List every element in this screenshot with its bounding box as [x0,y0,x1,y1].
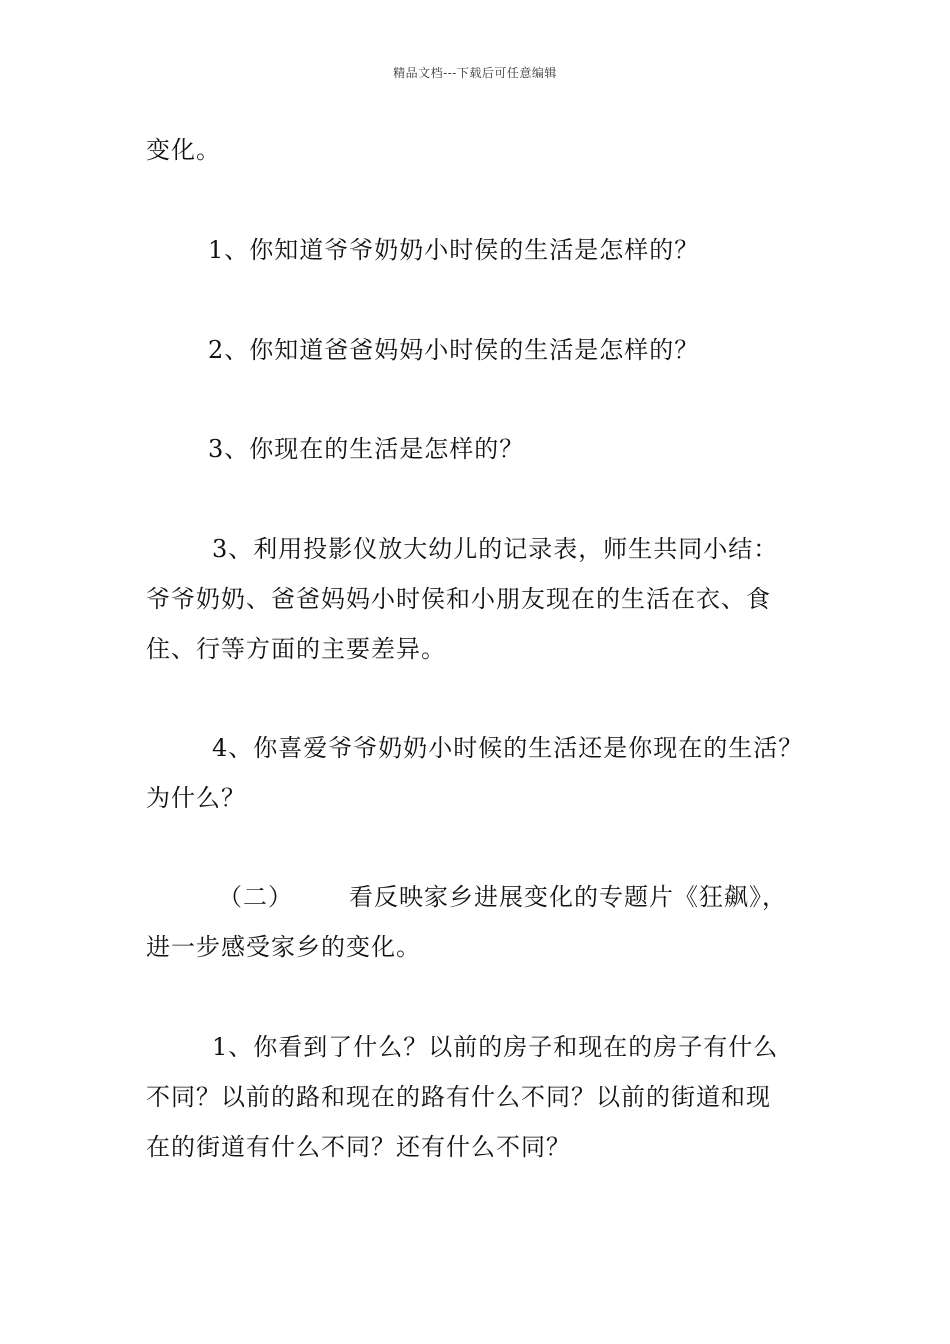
text-line: 爷爷奶奶、爸爸妈妈小时侯和小朋友现在的生活在衣、食 [146,585,771,613]
question-4 [146,723,814,823]
section-label: （二） [218,883,293,911]
summary-paragraph [146,524,814,674]
question-2 [146,325,814,375]
question-1 [146,225,814,275]
text-line: 变化。 [146,136,221,164]
page-header: 精品文档---下载后可任意编辑 [393,66,557,80]
question-3 [146,424,814,474]
text-line: 住、行等方面的主要差异。 [146,635,446,663]
paragraph-continuation [146,125,814,175]
text-line: 3、利用投影仪放大幼儿的记录表，师生共同小结： [212,535,779,563]
text-line: 进一步感受家乡的变化。 [146,933,421,961]
text-line: 1、你知道爷爷奶奶小时侯的生活是怎样的？ [208,236,700,264]
text-line: 在的街道有什么不同？还有什么不同？ [146,1133,571,1161]
text-line: 不同？以前的路和现在的路有什么不同？以前的街道和现 [146,1083,771,1111]
text-line: 1、你看到了什么？以前的房子和现在的房子有什么 [212,1033,779,1061]
text-line: 4、你喜爱爷爷奶奶小时候的生活还是你现在的生活？ [212,734,804,762]
text-line [146,872,814,922]
text-line: 为什么？ [146,784,246,812]
text-line: 2、你知道爸爸妈妈小时侯的生活是怎样的？ [208,336,700,364]
section-title: 看反映家乡进展变化的专题片《狂飙》， [349,883,787,911]
section-2-question-1 [146,1022,814,1172]
text-line: 3、你现在的生活是怎样的？ [208,435,525,463]
section-2-heading [146,872,814,972]
